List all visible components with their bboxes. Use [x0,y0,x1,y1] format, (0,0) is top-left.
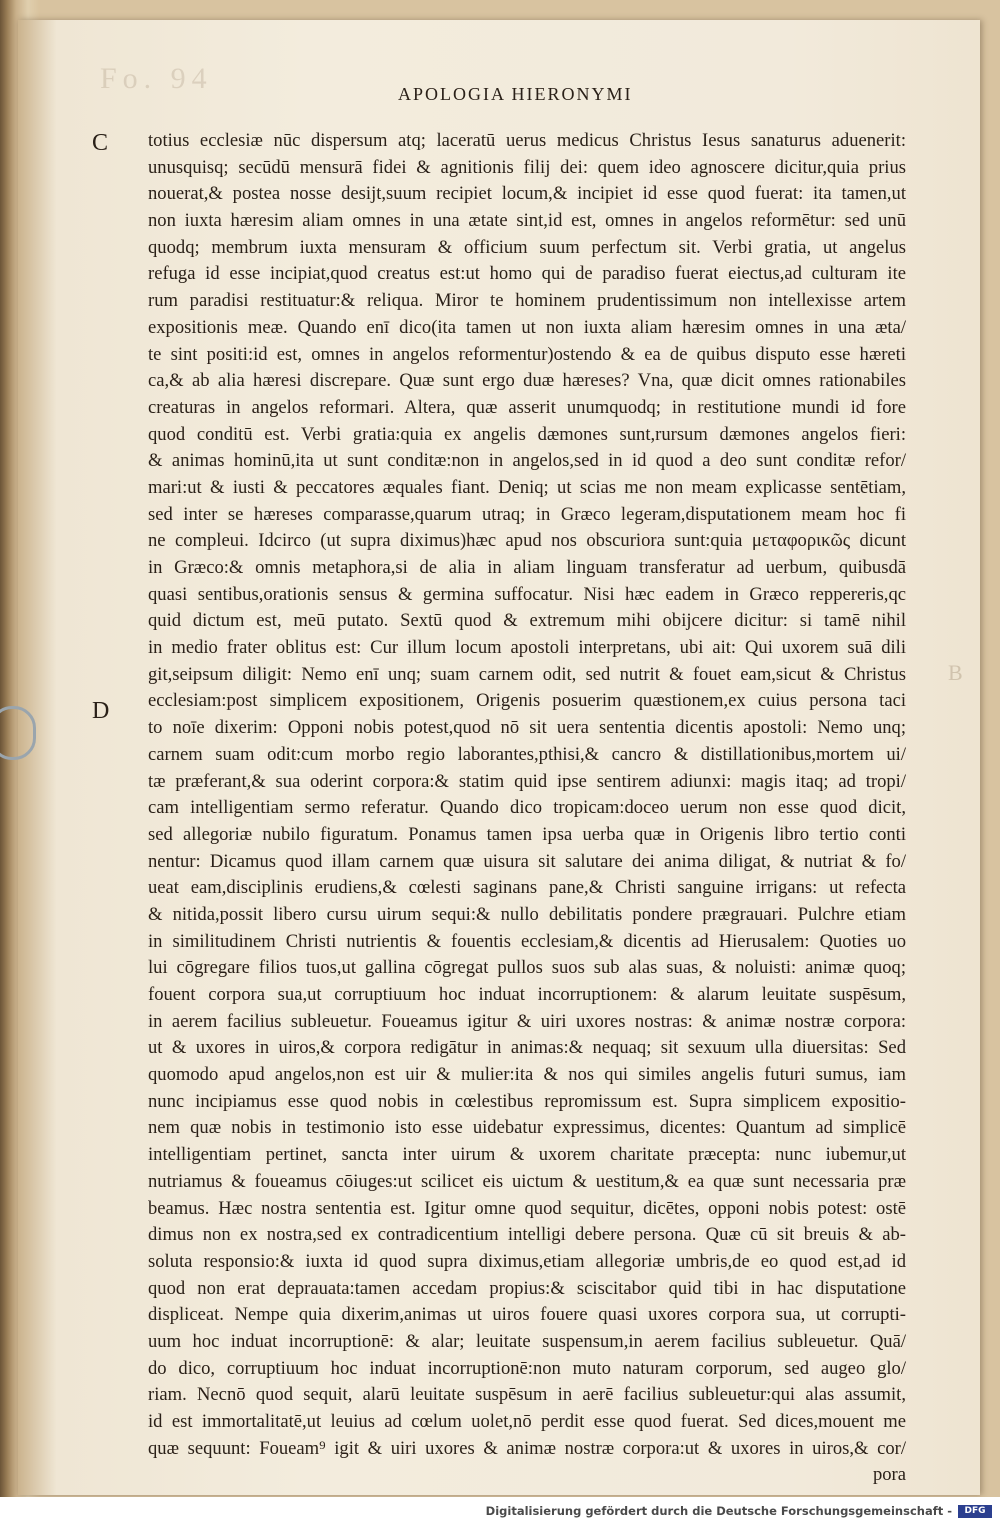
text-line: nentur: Dicamus quod illam carnem quæ uisura sit salutare dei anima diligat, & nutriat & fo/ [148,850,906,872]
text-line: ecclesiam:post simplicem expositionem, Origenis posuerim quæstionem,ex cuius persona taci [148,690,906,712]
text-line: tæ præferant,& sua oderint corpora:& statim quid ipse sentirem adiunxi: magis itaq; ad tropi/ [148,770,906,792]
text-line: ueat eam,disciplinis erudiens,& cœlesti saginans pane,& Christi sanguine irrigans: ut refecta [148,877,906,899]
text-line: in similitudinem Christi nutrientis & fouentis ecclesiam,& dicentis ad Hierusalem: Quoties uo [148,930,906,952]
text-line: unusquisq; secūdū mensurā fidei & agnitionis filij dei: quem ideo agnoscere dicitur,quia prius [148,156,906,178]
text-line: intelligentiam pertinet, sancta inter uirum & uxorem charitate præcepta: nunc iubemur,ut [148,1144,906,1166]
text-line: in Græco:& omnis metaphora,si de alia in aliam linguam transferatur ad uerbum, quibusdā [148,557,906,578]
text-line: soluta responsio:& iuxta id quod supra diximus,etiam allegoriæ umbris,de eo quod est,ad id [148,1250,906,1272]
text-line: quid dictum est, meū putato. Sextū quod & extremum mihi obijcere dicitur: si tamē nihil [148,610,906,632]
section-letter-c: C [92,130,109,156]
text-line: to noīe dixerim: Opponi nobis potest,quod nō sit uera sententia dicentis apostoli: Nemo unq; [148,717,906,739]
bleed-through-mark: Fo. 94 [100,62,213,95]
text-line: beamus. Hæc nostra sententia est. Igitur omne quod sequitur, dicētes, opponi nobis potest: ostē [148,1197,906,1219]
funding-notice: Digitalisierung gefördert durch die Deutsche Forschungsgemeinschaft - [485,1504,952,1518]
section-letter-d: D [92,698,110,724]
text-line: in medio frater oblitus est: Cur illum locum apostoli interpretans, ubi ait: Qui uxorem suā dili [148,637,906,659]
text-line: ut & uxores in uiros,& corpora redigātur in animas:& nequaq; sit sexuum ulla diuersitas: Sed [148,1037,906,1059]
text-line: dimus non ex nostra,sed ex contradicentium intelligi debere persona. Quæ cū sit breuis & ab- [148,1224,906,1246]
text-line: nem quæ nobis in testimonio isto esse uidebatur expressimus, dicentes: Quantum ad simplicē [148,1117,906,1139]
bleed-through-mark: B [948,660,963,685]
paper-clip-icon [0,706,36,760]
text-line: nutriamus & foueamus cōiuges:ut scilicet eis uictum & uestitum,& ea quæ sunt necessaria præ [148,1170,906,1192]
text-line: rum paradisi restituatur:& reliqua. Miror te hominem prudentissimum non intellexisse artem [148,290,906,312]
text-line: fouent corpora sua,ut corruptiuum hoc induat incorruptionem: & alarum leuitate suspēsum, [148,984,906,1005]
text-line: sed allegoriæ nubilo figuratum. Ponamus tamen ipsa uerba quæ in Origenis libro tertio conti [148,823,906,845]
text-line: te sint positi:id est, omnes in angelos reformentur)ostendo & ea de quibus disputo esse hæreti [148,343,906,365]
text-line: do dico, corruptiuum hoc induat incorruptionē:non muto naturam corporum, sed augeo glo/ [148,1357,906,1379]
text-line: carnem suam odit:cum morbo regio laborantes,pthisi,& cancro & distillationibus,mortem ui/ [148,743,906,765]
text-line: nouerat,& postea nosse desijt,suum recipiet locum,& incipiet id esse quod fuerat: ita tamen,ut [148,183,906,205]
text-line: expositionis meæ. Quando enī dico(ita tamen ut non iuxta aliam hæresim omnes in una æta/ [148,316,906,338]
text-line: creaturas in angelos reformari. Altera, quæ asserit unumquodq; in restitutione mundi id fore [148,396,906,418]
text-line: ca,& ab alia hæresi discrepare. Quæ sunt ergo duæ hæreses? Vna, quæ dicit omnes rationabiles [148,370,906,392]
text-line: totius ecclesiæ nūc dispersum atq; laceratū uerus medicus Christus Iesus sanaturus aduenerit: [148,130,906,151]
text-line: cam intelligentiam sermo referatur. Quando dico tropicam:doceo uerum non esse quod dicit, [148,797,906,819]
text-line: lui cōgregare filios tuos,ut gallina cōgregat pullos suos sub alas suas, & noluisti: animæ quoq; [148,957,906,979]
running-head: APOLOGIA HIERONYMI [398,84,633,104]
text-line: quod non erat deprauata:tamen accedam propius:& sciscitabor quid tibi in hac disputatione [148,1277,906,1299]
text-line: pora [872,1464,906,1486]
text-line: id est immortalitatē,ut leuius ad cœlum uolet,nō perdit esse quod fuerat. Sed dices,mouent me [148,1411,906,1432]
text-line: non iuxta hæresim aliam omnes in una ætate sint,id est, omnes in angelos reformētur: sed unū [148,210,906,232]
text-line: refuga id esse incipiat,quod creatus est:ut homo qui de paradiso fuerat eiectus,ad culturam ite [148,263,906,285]
text-line: displiceat. Nempe quia dixerim,animas ut uiros fouere quasi uxores corpora sua, ut corrupti- [148,1304,906,1326]
text-line: in aerem facilius subleuetur. Foueamus igitur & uiri uxores nostras: & animæ nostræ corpora: [148,1010,906,1032]
text-line: quodq; membrum iuxta mensuram & officium suum perfectum sit. Verbi gratia, ut angelus [148,236,906,258]
text-line: mari:ut & iusti & peccatores æquales fiant. Deniq; ut scias me non meam explicasse sentētiam, [148,476,906,498]
dfg-logo: DFG [958,1505,992,1518]
text-line: quæ sequunt: Foueam⁹ igit & uiri uxores & animæ nostræ corpora:ut & uxores in uiros,& cor/ [148,1437,906,1459]
text-line: nunc incipiamus esse quod nobis in cœlestibus repromissum est. Supra simplicem expositio- [148,1090,906,1112]
text-line: uum hoc induat incorruptionē: & alar; leuitate suspensum,in aerem facilius subleuetur. Quā/ [148,1330,906,1352]
text-line: quomodo apud angelos,non est uir & mulier:ita & nos qui similes angelis futuri sumus, iam [148,1064,906,1086]
text-line: quasi sentibus,orationis sensus & germina suffocatur. Nisi hæc eadem in Græco reppereris,qc [148,583,906,605]
body-text [148,128,906,1489]
text-line: sed inter se hæreses comparasse,quarum utraq; in Græco legeram,disputationem meam hoc fi [148,503,906,525]
text-line: riam. Necnō quod sequit, alarū leuitate suspēsum in aerē facilius subleuetur:qui alas assumit, [148,1384,906,1406]
text-line: ne compleui. Idcirco (ut supra diximus)hæc apud nos obscuriora sunt:quia μεταφορικῶς dicunt [148,530,906,552]
text-line: & nitida,possit libero cursu uirum sequi:& nullo debilitatis pondere prægrauari. Pulchre etiam [148,903,906,925]
footer [0,1497,1000,1525]
text-line: & animas hominū,ita ut sunt conditæ:non in angelos,sed in id quod a deo sunt conditæ refor/ [148,450,906,472]
text-line: git,seipsum diligit: Nemo enī unq; suam carnem odit, sed nutrit & fouet eam,sicut & Christus [148,663,906,685]
text-line: quod conditū est. Verbi gratia:quia ex angelis dæmones sunt,rursum dæmones angelos fieri: [148,423,906,445]
